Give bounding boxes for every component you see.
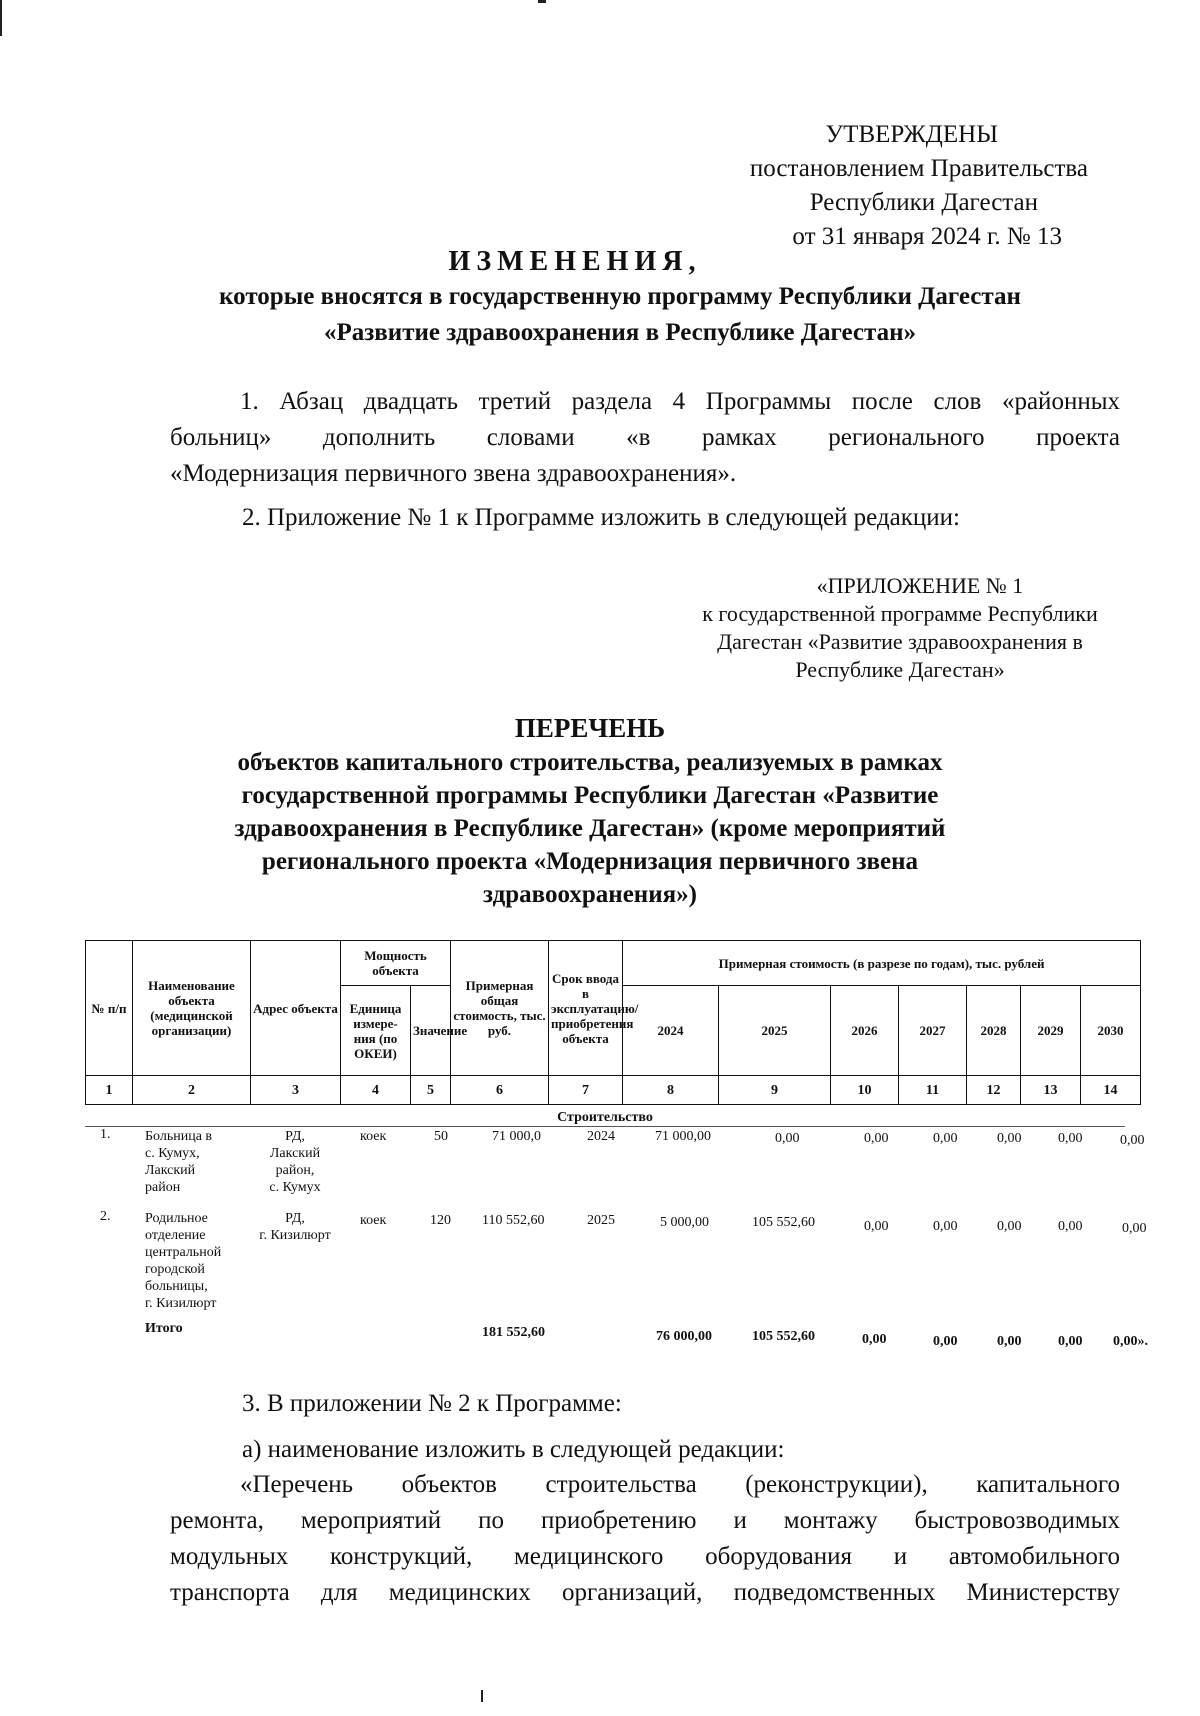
row-name: Больница в с. Кумух, Лакский район	[145, 1129, 213, 1195]
total-year-value: 0,00	[933, 1334, 958, 1349]
title-heading: ИЗМЕНЕНИЯ,	[448, 246, 702, 277]
approval-line: Республики Дагестан	[809, 189, 1038, 216]
total-sum: 181 552,60	[482, 1325, 545, 1340]
row-year-value: 71 000,00	[655, 1129, 711, 1144]
total-year-value: 0,00	[1058, 1334, 1083, 1349]
row-year-value: 0,00	[933, 1219, 958, 1234]
list-title	[150, 710, 1030, 911]
paragraph-3a	[170, 1432, 1120, 1468]
column-number: 8	[623, 1076, 719, 1105]
appendix-caption	[660, 572, 1140, 684]
section-label: Строительство	[557, 1110, 653, 1125]
header-by-years: Примерная стоимость (в разрезе по годам), тыс. рублей	[623, 941, 1141, 986]
row-unit: коек	[360, 1213, 387, 1228]
header-year: 2026	[831, 986, 899, 1076]
row-address: РД, Лакский район, с. Кумух	[269, 1129, 321, 1195]
header-unit: Единица измере-ния (по ОКЕИ)	[341, 986, 411, 1076]
paragraph-2	[170, 500, 1120, 536]
row-value: 120	[430, 1213, 451, 1228]
column-number: 10	[831, 1076, 899, 1105]
appendix-line: к государственной программе Республики	[702, 601, 1098, 626]
approval-line: постановлением Правительства	[749, 155, 1088, 182]
header-year: 2025	[719, 986, 831, 1076]
column-number: 6	[451, 1076, 549, 1105]
header-name: Наименование объекта (медицинской организации)	[133, 941, 251, 1076]
approval-title: УТВЕРЖДЕНЫ	[825, 121, 998, 148]
paragraph-line: 2. Приложение № 1 к Программе изложить в следующей редакции:	[242, 504, 960, 531]
row-year-value: 105 552,60	[752, 1215, 815, 1230]
approval-date: от 31 января 2024 г. № 13	[792, 223, 1062, 250]
paragraph-line: а) наименование изложить в следующей редакции:	[242, 1436, 785, 1463]
header-year: 2024	[623, 986, 719, 1076]
row-year-value: 0,00	[775, 1131, 800, 1146]
paragraph-line: транспорта для медицинских организаций, подведомственных Министерству	[170, 1579, 1120, 1606]
list-title-line: регионального проекта «Модернизация первичного звена	[261, 848, 919, 875]
row-year-value: 0,00	[1058, 1219, 1083, 1234]
paragraph-3	[170, 1386, 1120, 1422]
scan-mark-bottom	[481, 1690, 483, 1702]
column-number: 11	[899, 1076, 967, 1105]
row-total: 110 552,60	[482, 1213, 545, 1228]
header-value: Значение	[411, 986, 451, 1076]
approval-block	[700, 118, 1120, 254]
total-year-value: 0,00	[997, 1334, 1022, 1349]
row-term: 2025	[587, 1213, 615, 1228]
paragraph-3b	[170, 1467, 1120, 1611]
row-year-value: 0,00	[1058, 1131, 1083, 1146]
paragraph-line: «Перечень объектов строительства (реконструкции), капитального	[240, 1471, 1120, 1498]
total-year-value: 105 552,60	[752, 1329, 815, 1344]
list-heading: ПЕРЕЧЕНЬ	[514, 713, 666, 743]
title-line: «Развитие здравоохранения в Республике Дагестан»	[323, 319, 916, 346]
column-number: 14	[1081, 1076, 1141, 1105]
paragraph-line: больниц» дополнить словами «в рамках регионального проекта	[170, 424, 1120, 451]
column-number: 2	[133, 1076, 251, 1105]
list-title-line: объектов капитального строительства, реализуемых в рамках	[237, 749, 943, 776]
row-name: Родильное отделение центральной городской больницы, г. Кизилюрт	[145, 1211, 222, 1311]
scan-mark-left	[0, 0, 2, 36]
paragraph-line: 3. В приложении № 2 к Программе:	[242, 1390, 622, 1417]
header-address: Адрес объекта	[251, 941, 341, 1076]
list-title-line: здравоохранения»)	[483, 881, 697, 908]
column-number: 5	[411, 1076, 451, 1105]
header-capacity: Мощность объекта	[341, 941, 451, 986]
row-year-value: 0,00	[933, 1131, 958, 1146]
column-number: 13	[1021, 1076, 1081, 1105]
objects-table-header	[85, 940, 1141, 1105]
list-title-line: государственной программы Республики Дагестан «Развитие	[241, 782, 939, 809]
scan-mark-top	[538, 0, 546, 3]
row-year-value: 0,00	[1122, 1221, 1147, 1236]
document-title	[120, 245, 1120, 351]
column-number: 4	[341, 1076, 411, 1105]
paragraph-line: модульных конструкций, медицинского оборудования и автомобильного	[170, 1543, 1120, 1570]
paragraph-line: ремонта, мероприятий по приобретению и монтажу быстровозводимых	[170, 1507, 1120, 1534]
header-year: 2028	[967, 986, 1021, 1076]
row-year-value: 0,00	[997, 1131, 1022, 1146]
total-year-value: 0,00».	[1113, 1334, 1148, 1349]
total-year-value: 76 000,00	[656, 1329, 712, 1344]
section-divider	[85, 1126, 1125, 1127]
column-number: 12	[967, 1076, 1021, 1105]
row-year-value: 0,00	[1120, 1133, 1145, 1148]
total-year-value: 0,00	[862, 1332, 887, 1347]
header-year: 2030	[1081, 986, 1141, 1076]
paragraph-1	[170, 384, 1120, 492]
appendix-line: «ПРИЛОЖЕНИЕ № 1	[816, 573, 1024, 598]
header-term: Срок ввода в эксплуатацию/ приобретения объекта	[549, 941, 623, 1076]
row-unit: коек	[360, 1129, 387, 1144]
appendix-line: Дагестан «Развитие здравоохранения в	[717, 629, 1083, 654]
total-label: Итого	[145, 1321, 183, 1336]
column-number: 3	[251, 1076, 341, 1105]
header-year: 2027	[899, 986, 967, 1076]
row-year-value: 0,00	[864, 1131, 889, 1146]
row-total: 71 000,0	[492, 1129, 541, 1144]
row-term: 2024	[587, 1129, 615, 1144]
column-number: 7	[549, 1076, 623, 1105]
title-line: которые вносятся в государственную программу Республики Дагестан	[219, 283, 1021, 310]
column-number: 1	[86, 1076, 133, 1105]
header-total: Примерная общая стоимость, тыс. руб.	[451, 941, 549, 1076]
list-title-line: здравоохранения в Республике Дагестан» (кроме мероприятий	[234, 815, 946, 842]
row-year-value: 0,00	[864, 1219, 889, 1234]
row-num: 1.	[100, 1127, 111, 1142]
header-num: № п/п	[86, 941, 133, 1076]
column-number: 9	[719, 1076, 831, 1105]
row-address: РД, г. Кизилюрт	[259, 1211, 331, 1243]
header-year: 2029	[1021, 986, 1081, 1076]
row-year-value: 0,00	[997, 1219, 1022, 1234]
paragraph-line: 1. Абзац двадцать третий раздела 4 Программы после слов «районных	[240, 388, 1120, 415]
row-value: 50	[434, 1129, 448, 1144]
row-year-value: 5 000,00	[660, 1215, 709, 1230]
row-num: 2.	[100, 1209, 111, 1224]
appendix-line: Республике Дагестан»	[795, 657, 1005, 682]
paragraph-line: «Модернизация первичного звена здравоохранения».	[170, 460, 737, 487]
